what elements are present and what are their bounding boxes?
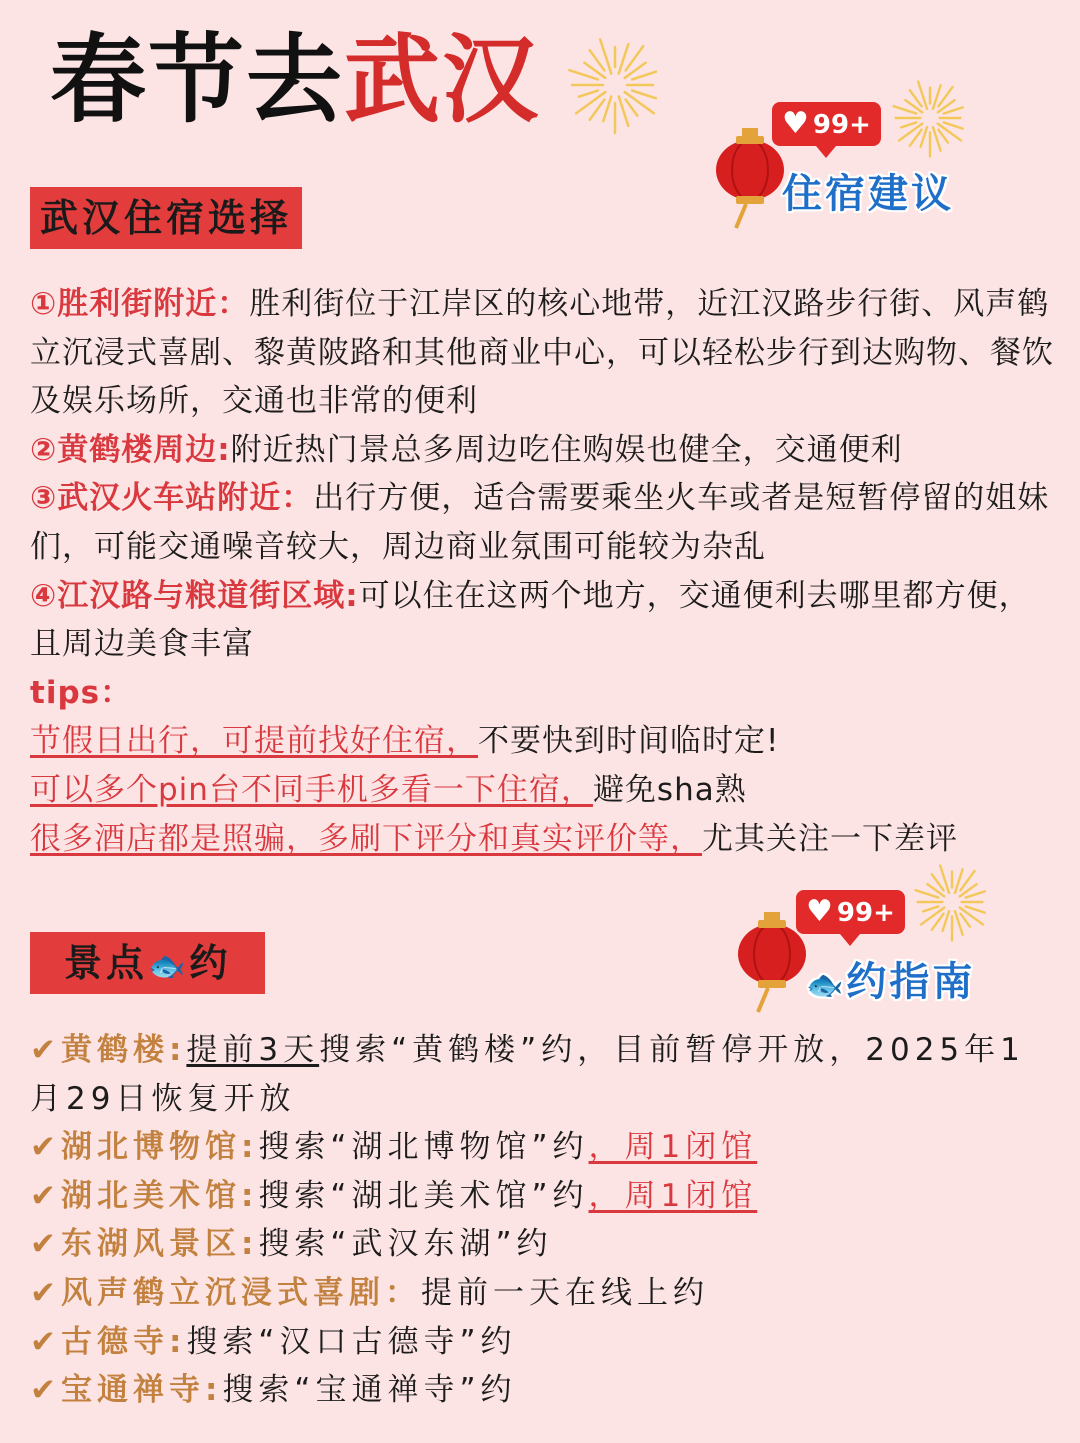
red-lantern-icon — [734, 912, 810, 1016]
title-part2: 武汉 — [344, 24, 540, 136]
section-tag-lodging: 武汉住宿选择 — [30, 187, 302, 249]
check-icon: ✔ — [30, 1372, 61, 1409]
list-item: ✔东湖风景区:搜索“武汉东湖”约 — [30, 1226, 553, 1263]
like-badge — [772, 102, 881, 146]
tip-item: 节假日出行，可提前找好住宿，不要快到时间临时定! — [30, 723, 780, 760]
section-tag-spots: 景点🐟约 — [30, 932, 265, 994]
fish-icon: 🐟 — [148, 949, 190, 984]
list-item: ✔湖北美术馆:搜索“湖北美术馆”约，周1闭馆 — [30, 1177, 758, 1214]
sticker-label: 🐟约指南 — [806, 959, 976, 1005]
heart-icon: ♥ — [782, 106, 809, 141]
firework-icon — [565, 35, 665, 135]
check-icon: ✔ — [30, 1226, 61, 1263]
lodging-item: ①胜利街附近：胜利街位于江岸区的核心地带，近江汉路步行街、风声鹤立沉浸式喜剧、黎黄陂路和其他商业中心，可以轻松步行到达购物、餐饮及娱乐场所，交通也非常的便利 — [30, 286, 1054, 420]
tip-item: 很多酒店都是照骗，多刷下评分和真实评价等，尤其关注一下差评 — [30, 820, 958, 857]
firework-icon — [890, 78, 970, 158]
spots-list — [30, 1026, 1060, 1415]
fish-icon: 🐟 — [806, 968, 847, 1003]
heart-icon: ♥ — [806, 894, 833, 929]
list-item: ✔黄鹤楼:提前3天搜索“黄鹤楼”约，目前暂停开放，2025年1月29日恢复开放 — [30, 1032, 1025, 1117]
like-badge — [796, 890, 905, 934]
lodging-item: ②黄鹤楼周边:附近热门景总多周边吃住购娱也健全，交通便利 — [30, 431, 903, 468]
tip-item: 可以多个pin台不同手机多看一下住宿，避免sha熟 — [30, 771, 747, 808]
check-icon: ✔ — [30, 1177, 61, 1214]
lodging-item: ④江汉路与粮道街区域:可以住在这两个地方，交通便利去哪里都方便，且周边美食丰富 — [30, 577, 1031, 663]
lodging-item: ③武汉火车站附近：出行方便，适合需要乘坐火车或者是短暂停留的姐妹们，可能交通噪音较大，周边商业氛围可能较为杂乱 — [30, 480, 1050, 565]
firework-icon — [912, 862, 992, 942]
list-item: ✔古德寺:搜索“汉口古德寺”约 — [30, 1323, 517, 1360]
check-icon: ✔ — [30, 1323, 61, 1360]
lodging-section — [30, 280, 1060, 863]
list-item: ✔风声鹤立沉浸式喜剧：提前一天在线上约 — [30, 1274, 709, 1311]
red-lantern-icon — [712, 128, 788, 232]
sticker-label: 住宿建议 — [782, 171, 954, 217]
tips-label: tips： — [30, 674, 133, 711]
check-icon: ✔ — [30, 1032, 61, 1068]
page-title — [50, 24, 540, 136]
list-item: ✔湖北博物馆:搜索“湖北博物馆”约，周1闭馆 — [30, 1129, 758, 1166]
title-part1: 春节去 — [50, 24, 344, 136]
badge-count: 99+ — [836, 898, 895, 928]
badge-count: 99+ — [812, 110, 871, 140]
check-icon: ✔ — [30, 1274, 61, 1311]
list-item: ✔宝通禅寺:搜索“宝通禅寺”约 — [30, 1372, 517, 1409]
check-icon: ✔ — [30, 1129, 61, 1166]
